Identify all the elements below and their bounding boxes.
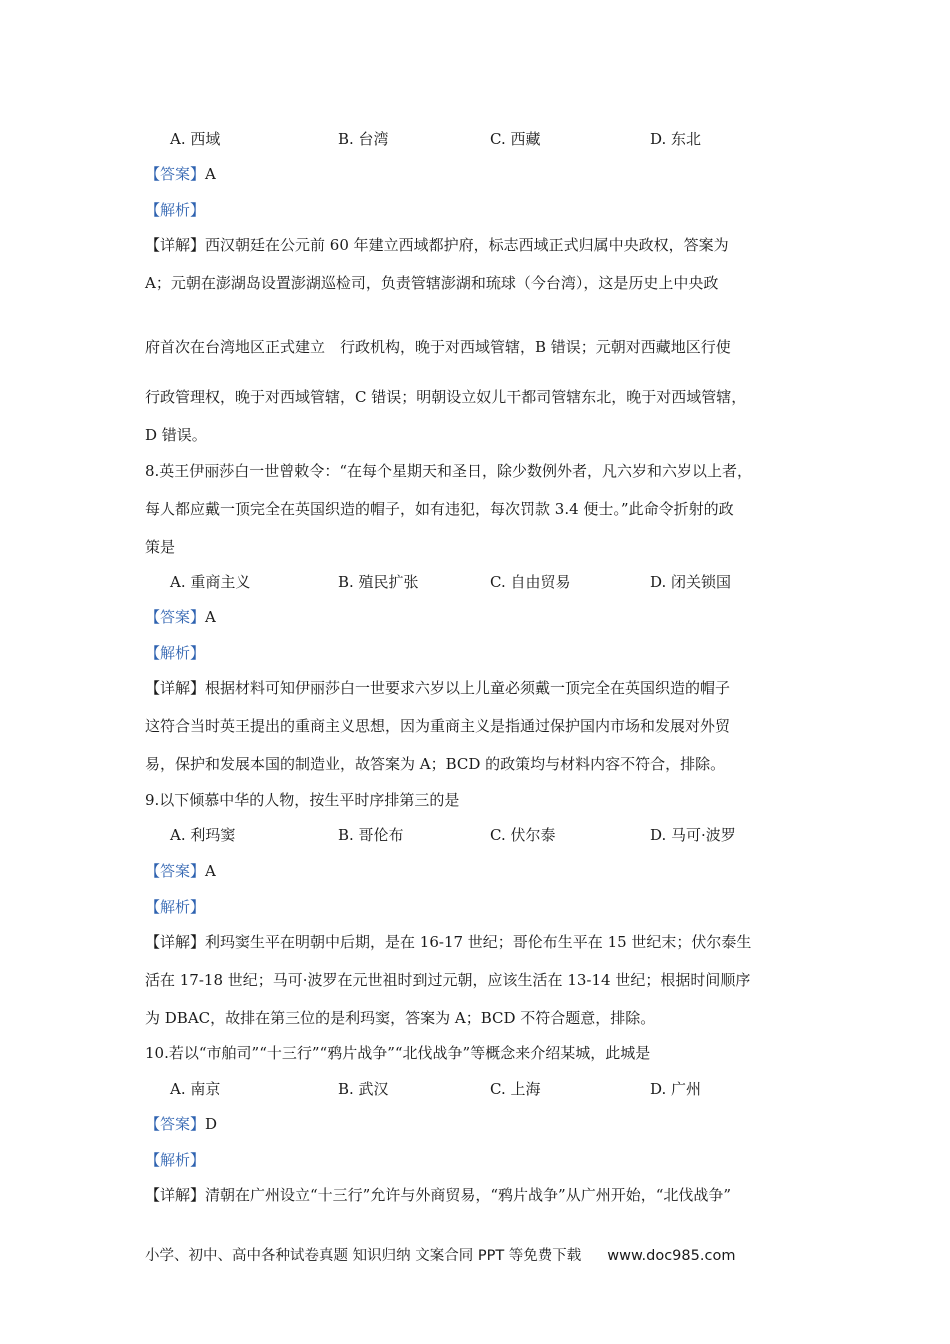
q7-option-b: B. 台湾 bbox=[338, 130, 389, 148]
detail-text: 利玛窦生平在明朝中后期，是在 16-17 世纪；哥伦布生平在 15 世纪末；伏尔泰生 bbox=[205, 933, 752, 951]
detail-tag: 【详解】 bbox=[145, 679, 206, 697]
q8-question-line: 策是 bbox=[145, 538, 176, 556]
q8-option-a: A. 重商主义 bbox=[170, 573, 251, 591]
detail-tag: 【详解】 bbox=[145, 933, 206, 951]
detail-tag: 【详解】 bbox=[145, 1186, 206, 1204]
footer-site-link[interactable]: www.doc985.com bbox=[607, 1248, 736, 1264]
q8-question-line: 每人都应戴一顶完全在英国织造的帽子，如有违犯，每次罚款 3.4 便士。”此命令折射的政 bbox=[145, 500, 734, 518]
q10-analysis-tag: 【解析】 bbox=[145, 1151, 206, 1169]
detail-tag: 【详解】 bbox=[145, 236, 206, 254]
answer-value: D bbox=[205, 1115, 218, 1133]
q7-detail-line: A；元朝在澎湖岛设置澎湖巡检司，负责管辖澎湖和琉球（今台湾），这是历史上中央政 bbox=[145, 274, 719, 292]
answer-tag: 【答案】 bbox=[145, 165, 206, 183]
page-footer bbox=[145, 1246, 735, 1266]
q9-detail-line: 活在 17-18 世纪；马可·波罗在元世祖时到过元朝，应该生活在 13-14 世纪；根据时间顺序 bbox=[145, 971, 751, 989]
answer-value: A bbox=[205, 165, 216, 183]
answer-tag: 【答案】 bbox=[145, 1115, 206, 1133]
q8-option-d: D. 闭关锁国 bbox=[650, 573, 732, 591]
q9-answer bbox=[145, 861, 216, 881]
q9-option-a: A. 利玛窦 bbox=[170, 826, 236, 844]
q7-detail-line: 府首次在台湾地区正式建立 行政机构，晚于对西域管辖，B 错误；元朝对西藏地区行使 bbox=[145, 338, 731, 356]
q8-option-c: C. 自由贸易 bbox=[490, 573, 571, 591]
answer-value: A bbox=[205, 608, 216, 626]
q10-option-a: A. 南京 bbox=[170, 1080, 221, 1098]
q9-detail-line: 为 DBAC，故排在第三位的是利玛窦，答案为 A；BCD 不符合题意，排除。 bbox=[145, 1009, 656, 1027]
q9-option-b: B. 哥伦布 bbox=[338, 826, 404, 844]
answer-value: A bbox=[205, 862, 216, 880]
q8-answer bbox=[145, 607, 216, 627]
q7-analysis-tag: 【解析】 bbox=[145, 201, 206, 219]
q8-option-b: B. 殖民扩张 bbox=[338, 573, 419, 591]
q10-option-d: D. 广州 bbox=[650, 1080, 702, 1098]
q10-option-b: B. 武汉 bbox=[338, 1080, 389, 1098]
footer-text: 小学、初中、高中各种试卷真题 知识归纳 文案合同 PPT 等免费下载 bbox=[145, 1248, 582, 1264]
detail-text: 西汉朝廷在公元前 60 年建立西域都护府，标志西域正式归属中央政权，答案为 bbox=[205, 236, 729, 254]
q7-detail-line: 行政管理权，晚于对西域管辖，C 错误；明朝设立奴儿干都司管辖东北，晚于对西域管辖， bbox=[145, 388, 747, 406]
q7-detail-line: D 错误。 bbox=[145, 426, 207, 444]
q9-option-d: D. 马可·波罗 bbox=[650, 826, 736, 844]
q8-detail-line: 易，保护和发展本国的制造业，故答案为 A；BCD 的政策均与材料内容不符合，排除。 bbox=[145, 755, 726, 773]
q7-option-d: D. 东北 bbox=[650, 130, 702, 148]
detail-text: 清朝在广州设立“十三行”允许与外商贸易，“鸦片战争”从广州开始，“北伐战争” bbox=[205, 1186, 732, 1204]
q9-option-c: C. 伏尔泰 bbox=[490, 826, 556, 844]
q8-detail-line bbox=[145, 678, 730, 698]
answer-tag: 【答案】 bbox=[145, 862, 206, 880]
q7-answer bbox=[145, 164, 216, 184]
q9-question: 9.以下倾慕中华的人物，按生平时序排第三的是 bbox=[145, 791, 460, 809]
answer-tag: 【答案】 bbox=[145, 608, 206, 626]
q8-question-line: 8.英王伊丽莎白一世曾敕令：“在每个星期天和圣日，除少数例外者，凡六岁和六岁以上者， bbox=[145, 462, 752, 480]
q8-analysis-tag: 【解析】 bbox=[145, 644, 206, 662]
q9-analysis-tag: 【解析】 bbox=[145, 898, 206, 916]
q10-option-c: C. 上海 bbox=[490, 1080, 541, 1098]
q7-detail-line bbox=[145, 235, 729, 255]
detail-text: 根据材料可知伊丽莎白一世要求六岁以上儿童必须戴一顶完全在英国织造的帽子 bbox=[205, 679, 731, 697]
q7-option-c: C. 西藏 bbox=[490, 130, 541, 148]
q7-option-a: A. 西域 bbox=[170, 130, 221, 148]
q10-answer bbox=[145, 1114, 217, 1134]
q10-question: 10.若以“市舶司”“十三行”“鸦片战争”“北伐战争”等概念来介绍某城，此城是 bbox=[145, 1044, 651, 1062]
q9-detail-line bbox=[145, 932, 751, 952]
q10-detail-line bbox=[145, 1185, 731, 1205]
q8-detail-line: 这符合当时英王提出的重商主义思想，因为重商主义是指通过保护国内市场和发展对外贸 bbox=[145, 717, 731, 735]
